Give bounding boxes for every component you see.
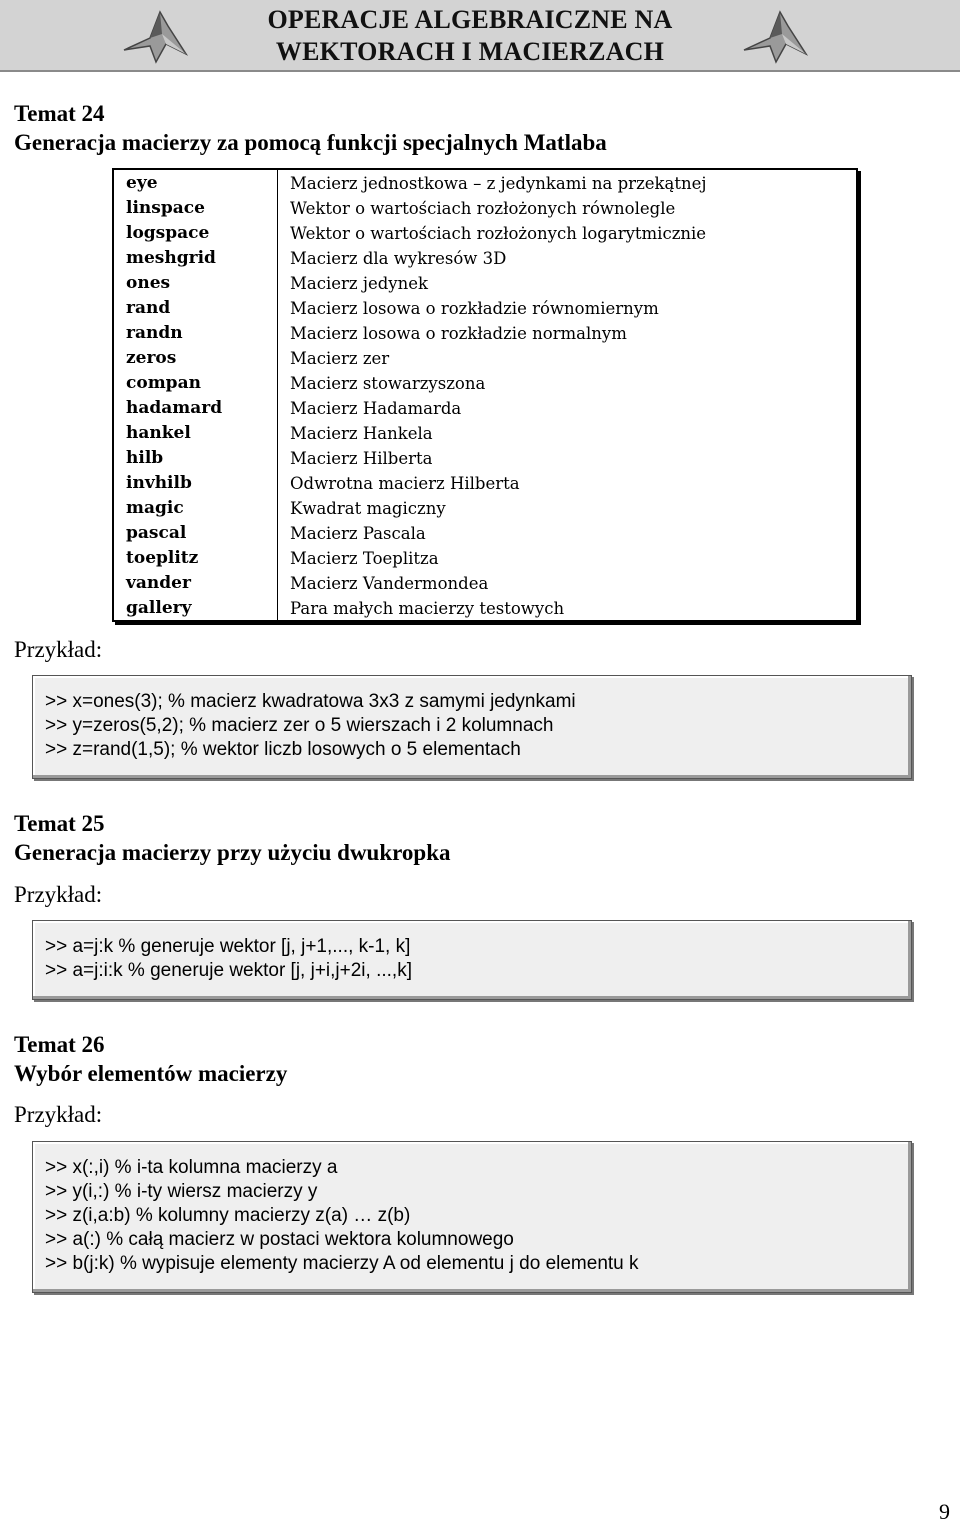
example-label-25: Przykład: [14,882,103,907]
page-header [0,0,960,72]
header-title-line2: WEKTORACH I MACIERZACH [275,37,665,66]
function-name: vander [126,573,191,593]
function-description: Wektor o wartościach rozłożonych równolegle [290,199,676,218]
table-row [114,496,856,521]
code-line: >> z=rand(1,5); % wektor liczb losowych o 5 elementach [45,739,521,760]
table-row [114,346,856,371]
function-description: Macierz stowarzyszona [290,374,486,393]
function-description: Macierz dla wykresów 3D [290,249,507,268]
table-row [114,171,856,196]
matlab-logo-icon [120,4,190,66]
function-name: randn [126,323,183,343]
function-description: Wektor o wartościach rozłożonych logarytmicznie [290,224,707,243]
table-row [114,521,856,546]
table-row [114,446,856,471]
function-name: gallery [126,598,192,618]
code-line: >> a=j:i:k % generuje wektor [j, j+i,j+2i, ...,k] [45,960,412,981]
table-row [114,196,856,221]
section-26-label: Temat 26 [14,1032,105,1057]
function-name: logspace [126,223,210,243]
table-row [114,421,856,446]
table-row [114,371,856,396]
function-description: Kwadrat magiczny [290,499,446,518]
code-line: >> z(i,a:b) % kolumny macierzy z(a) … z(b) [45,1205,411,1226]
function-description: Macierz jednostkowa – z jedynkami na przekątnej [290,174,707,193]
table-row [114,321,856,346]
code-box-24 [32,675,912,779]
function-name: magic [126,498,184,518]
code-line: >> a(:) % całą macierz w postaci wektora kolumnowego [45,1229,514,1250]
function-description: Macierz Toeplitza [290,549,439,568]
code-line: >> b(j:k) % wypisuje elementy macierzy A od elementu j do elementu k [45,1253,639,1274]
function-name: compan [126,373,201,393]
function-name: toeplitz [126,548,199,568]
header-title-line1: OPERACJE ALGEBRAICZNE NA [267,5,673,34]
table-row [114,221,856,246]
function-name: zeros [126,348,177,368]
function-description: Macierz Hadamarda [290,399,462,418]
function-table [112,168,858,622]
code-line: >> x(:,i) % i-ta kolumna macierzy a [45,1157,338,1178]
function-description: Para małych macierzy testowych [290,599,565,618]
matlab-logo-icon [740,4,810,66]
table-row [114,571,856,596]
function-description: Macierz zer [290,349,390,368]
function-name: eye [126,173,158,193]
table-row [114,596,856,621]
code-box-26 [32,1141,912,1293]
section-25-label: Temat 25 [14,811,105,836]
code-line: >> y=zeros(5,2); % macierz zer o 5 wierszach i 2 kolumnach [45,715,554,736]
table-row [114,546,856,571]
function-description: Macierz Vandermondea [290,574,489,593]
code-line: >> y(i,:) % i-ty wiersz macierzy y [45,1181,318,1202]
example-label-26: Przykład: [14,1102,103,1127]
section-26-title: Wybór elementów macierzy [14,1061,288,1086]
function-name: rand [126,298,171,318]
table-row [114,471,856,496]
function-description: Macierz Hilberta [290,449,433,468]
function-description: Macierz Hankela [290,424,433,443]
example-label-24: Przykład: [14,637,103,662]
section-24-title: Generacja macierzy za pomocą funkcji specjalnych Matlaba [14,130,607,155]
table-row [114,296,856,321]
function-description: Macierz losowa o rozkładzie równomiernym [290,299,659,318]
code-line: >> x=ones(3); % macierz kwadratowa 3x3 z samymi jedynkami [45,691,576,712]
function-description: Macierz jedynek [290,274,428,293]
function-name: invhilb [126,473,192,493]
header-title [200,4,740,68]
function-description: Macierz Pascala [290,524,426,543]
section-24-label: Temat 24 [14,101,105,126]
function-name: hilb [126,448,164,468]
function-name: pascal [126,523,187,543]
code-box-25 [32,920,912,1000]
section-25-title: Generacja macierzy przy użyciu dwukropka [14,840,451,865]
table-row [114,246,856,271]
function-name: hankel [126,423,191,443]
function-name: hadamard [126,398,223,418]
code-line: >> a=j:k % generuje wektor [j, j+1,..., k-1, k] [45,936,411,957]
function-description: Odwrotna macierz Hilberta [290,474,520,493]
page-number: 9 [939,1499,950,1524]
table-row [114,271,856,296]
function-name: ones [126,273,171,293]
function-name: linspace [126,198,205,218]
function-description: Macierz losowa o rozkładzie normalnym [290,324,627,343]
function-name: meshgrid [126,248,216,268]
table-row [114,396,856,421]
